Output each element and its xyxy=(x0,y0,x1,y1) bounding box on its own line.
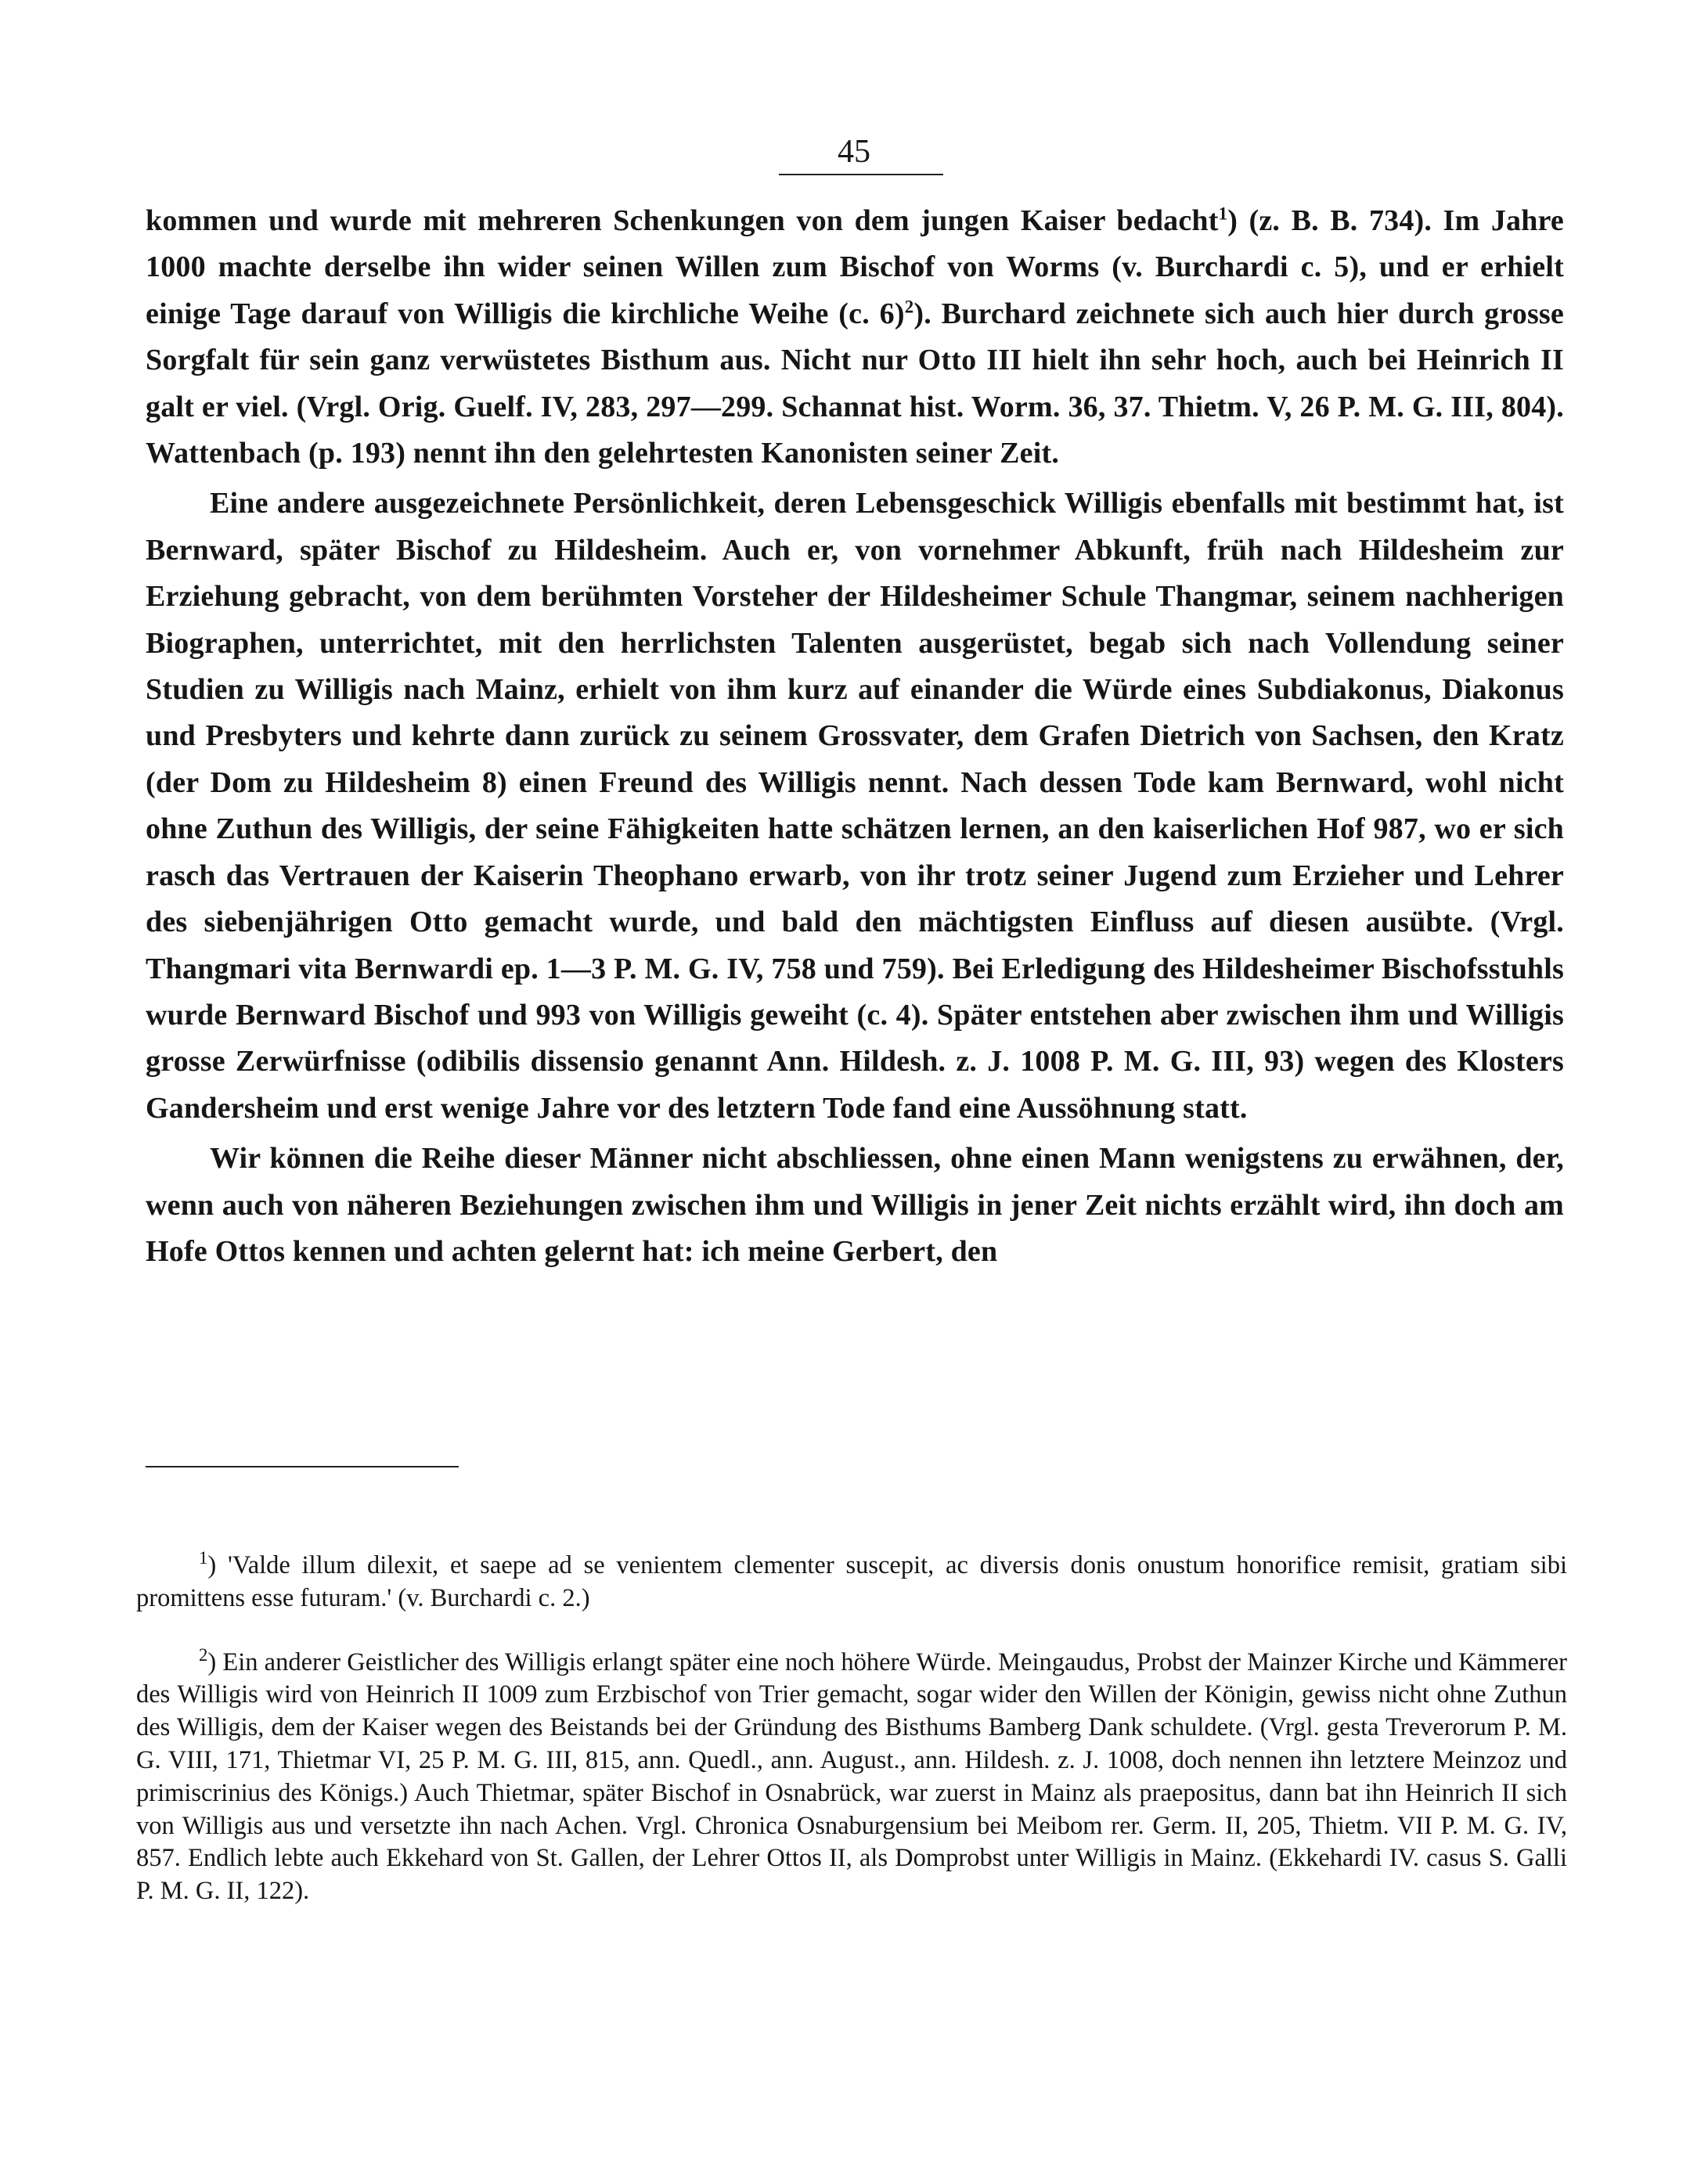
main-text xyxy=(146,198,1564,1275)
paragraph-3: Wir können die Reihe dieser Männer nicht abschliessen, ohne einen Mann wenigstens zu erwähnen, der, wenn auch von näheren Beziehungen zwischen ihm und Willigis in jener Zeit nichts erzählt wird, ihn doch am Hofe Ottos kennen und achten gelernt hat: ich meine Gerbert, den xyxy=(146,1142,1564,1268)
paragraph-1 xyxy=(146,198,1564,477)
paragraph-1-text-b: ) (z. B. B. 734). Im Jahre 1000 machte derselbe ihn wider seinen Willen zum Bischof von Worms (v. Burchardi c. 5), und er erhielt einige Tage darauf von Willigis die kirchliche Weihe (c. 6) xyxy=(146,204,1564,330)
footnote-ref-2: 2 xyxy=(904,297,914,317)
footnote-separator xyxy=(146,1466,459,1467)
page-number-rule xyxy=(779,174,943,175)
footnote-1-mark: 1 xyxy=(199,1548,208,1568)
paragraph-2: Eine andere ausgezeichnete Persönlichkeit, deren Lebensgeschick Willigis ebenfalls mit bestimmt hat, ist Bernward, später Bischof zu Hildesheim. Auch er, von vornehmer Abkunft, früh nach Hildesheim zur Erziehung gebracht, von dem berühmten Vorsteher der Hildesheimer Schule Thangmar, seinem nachherigen Biographen, unterrichtet, mit den herrlichsten Talenten ausgerüstet, begab sich nach Vollendung seiner Studien zu Willigis nach Mainz, erhielt von ihm kurz auf einander die Würde eines Subdiakonus, Diakonus und Presbyters und kehrte dann zurück zu seinem Grossvater, dem Grafen Dietrich von Sachsen, den Kratz (der Dom zu Hildesheim 8) einen Freund des Willigis nennt. Nach dessen Tode kam Bernward, wohl nicht ohne Zuthun des Willigis, der seine Fähigkeiten hatte schätzen lernen, an den kaiserlichen Hof 987, wo er sich rasch das Vertrauen der Kaiserin Theophano erwarb, von ihr trotz seiner Jugend zum Erzieher und Lehrer des siebenjährigen Otto gemacht wurde, und bald den mächtigsten Einfluss auf diesen ausübte. (Vrgl. Thangmari vita Bernwardi ep. 1—3 P. M. G. IV, 758 und 759). Bei Erledigung des Hildesheimer Bischofsstuhls wurde Bernward Bischof und 993 von Willigis geweiht (c. 4). Später entstehen aber zwischen ihm und Willigis grosse Zerwürfnisse (odibilis dissensio genannt Ann. Hildesh. z. J. 1008 P. M. G. III, 93) wegen des Klosters Gandersheim und erst wenige Jahre vor des letztern Tode fand eine Aussöhnung statt. xyxy=(146,487,1564,1125)
paragraph-1-text-a: kommen und wurde mit mehreren Schenkungen von dem jungen Kaiser bedacht xyxy=(146,204,1219,237)
footnote-ref-1: 1 xyxy=(1218,203,1228,224)
footnote-2-mark: 2 xyxy=(199,1644,208,1665)
footnotes xyxy=(136,1550,1567,1908)
paragraph-1-text-c: ). Burchard zeichnete sich auch hier durch grosse Sorgfalt für sein ganz verwüstetes Bisthum aus. Nicht nur Otto III hielt ihn sehr hoch, auch bei Heinrich II galt er viel. (Vrgl. Orig. Guelf. IV, 283, 297—299. Schannat hist. Worm. 36, 37. Thietm. V, 26 P. M. G. III, 804). Wattenbach (p. 193) nennt ihn den gelehrtesten Kanonisten seiner Zeit. xyxy=(146,297,1564,470)
footnote-2-text: ) Ein anderer Geistlicher des Willigis erlangt später eine noch höhere Würde. Meingaudus, Probst der Mainzer Kirche und Kämmerer des Willigis wird von Heinrich II 1009 zum Erzbischof von Trier gemacht, sogar wider den Willen der Königin, gewiss nicht ohne Zuthun des Willigis, dem der Kaiser wegen des Beistands bei der Gründung des Bisthums Bamberg Dank schuldete. (Vrgl. gesta Treverorum P. M. G. VIII, 171, Thietmar VI, 25 P. M. G. III, 815, ann. Quedl., ann. August., ann. Hildesh. z. J. 1008, doch nennen ihn letztere Meinzoz und primiscrinius des Königs.) Auch Thietmar, später Bischof in Osnabrück, war zuerst in Mainz als praepositus, dann bat ihn Heinrich II sich von Willigis aus und versetzte ihn nach Achen. Vrgl. Chronica Osnaburgensium bei Meibom rer. Germ. II, 205, Thietm. VII P. M. G. IV, 857. Endlich lebte auch Ekkehard von St. Gallen, der Lehrer Ottos II, als Domprobst unter Willigis in Mainz. (Ekkehardi IV. casus S. Galli P. M. G. II, 122). xyxy=(136,1647,1567,1906)
page-number: 45 xyxy=(838,134,870,170)
footnote-1 xyxy=(136,1550,1567,1615)
footnote-1-text: ) 'Valde illum dilexit, et saepe ad se venientem clementer suscepit, ac diversis donis onustum honorifice remisit, gratiam sibi promittens esse futuram.' (v. Burchardi c. 2.) xyxy=(136,1551,1567,1612)
footnote-2 xyxy=(136,1644,1567,1908)
